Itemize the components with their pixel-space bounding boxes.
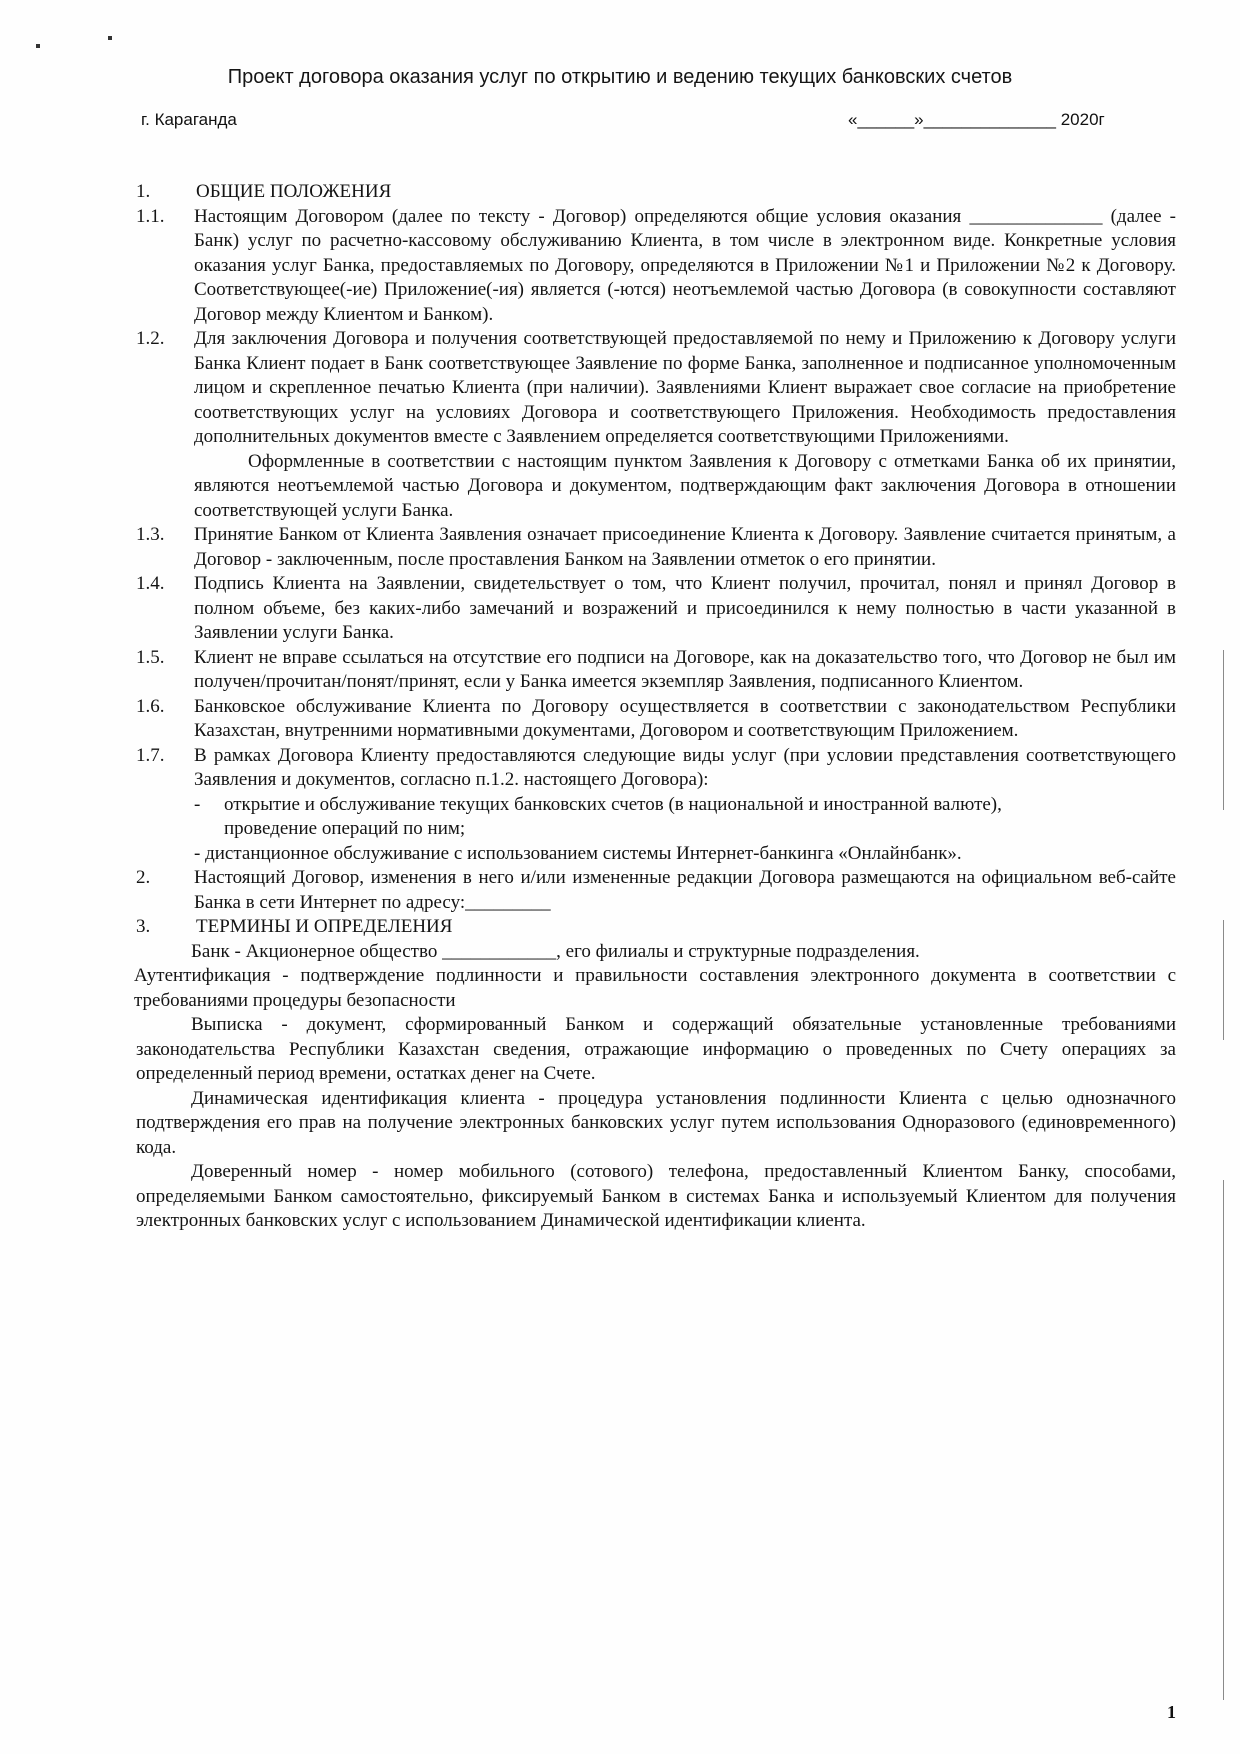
term-trusted-number: Доверенный номер - номер мобильного (сотового) телефона, предоставленный Клиентом Банку, способами, определяемыми Банком самостоятельно, фиксируемый Банком в системах Банка и используемый Клиентом для получения электронных банковских услуг с использованием Динамической идентификации клиента.: [136, 1161, 1176, 1231]
clause-number: 1.3.: [136, 524, 165, 545]
clause-1-1: [136, 205, 1176, 328]
clause-number: 1.5.: [136, 646, 165, 668]
scan-edge-line: [1223, 920, 1224, 1040]
term-statement: Выписка - документ, сформированный Банком и содержащий обязательные установленные требованиями законодательства Республики Казахстан сведения, отражающие информацию о проведенных по Счету операциях за определенный период времени, остатках денег на Счете.: [136, 1014, 1176, 1084]
term-bank: Банк - Акционерное общество ____________, его филиалы и структурные подразделения.: [191, 940, 920, 962]
document-title: Проект договора оказания услуг по открытию и ведению текущих банковских счетов: [227, 66, 1013, 88]
section-text: Настоящий Договор, изменения в него и/или измененные редакции Договора размещаются на официальном веб-сайте Банка в сети Интернет по адресу:_________: [194, 867, 1176, 913]
clause-1-5: [136, 646, 1176, 695]
clause-number: 1.2.: [136, 328, 165, 349]
clause-number: 1.7.: [136, 744, 165, 766]
document-body: [136, 180, 1176, 1234]
clause-text: Подпись Клиента на Заявлении, свидетельствует о том, что Клиент получил, прочитал, понял и принял Договор в полном объеме, без каких-либо замечаний и возражений и присоединился к нему полностью в части указанной в Заявлении услуги Банка.: [194, 573, 1176, 643]
clause-1-7: [136, 744, 1176, 793]
service-text: открытие и обслуживание текущих банковских счетов (в национальной и иностранной валюте),: [224, 793, 1002, 815]
dash-marker: -: [194, 793, 201, 815]
section-2: [136, 866, 1176, 915]
clause-text: Настоящим Договором (далее по тексту - Договор) определяются общие условия оказания ______________ (далее - Банк) услуг по расчетно-кассовому обслуживанию Клиента, в том числе в электронном виде. Конкретные условия оказания услуг Банка, предоставляемых по Договору, определяются в Приложении №1 и Приложении №2 к Договору. Соответствующее(-ие) Приложение(-ия) является (-ются) неотъемлемой частью Договора (в совокупности составляют Договор между Клиентом и Банком).: [194, 205, 1176, 325]
service-list-item: [136, 793, 1176, 818]
section-title: ТЕРМИНЫ И ОПРЕДЕЛЕНИЯ: [196, 916, 453, 937]
term-authentication: Аутентификация - подтверждение подлинности и правильности составления электронного документа в соответствии с требованиями процедуры безопасности: [134, 965, 1176, 1011]
clause-text: Для заключения Договора и получения соответствующей предоставляемой по нему и Приложению к Договору услуги Банка Клиент подает в Банк соответствующее Заявление по форме Банка, заполненное и подписанное уполномоченным лицом и скрепленное печатью Клиента (при наличии). Заявлениями Клиент выражает свое согласие на приобретение соответствующих услуг на условиях Договора и соответствующего Приложения. Необходимость предоставления дополнительных документов вместе с Заявлением определяется соответствующими Приложениями.: [194, 328, 1176, 447]
section-heading-1: [136, 180, 1176, 205]
scan-speck: [108, 36, 112, 40]
section-number: 1.: [136, 181, 151, 202]
section-title: ОБЩИЕ ПОЛОЖЕНИЯ: [196, 181, 392, 202]
section-heading-3: [136, 915, 1176, 940]
clause-1-2: [136, 327, 1176, 450]
clause-text: Клиент не вправе ссылаться на отсутствие его подписи на Договоре, как на доказательство того, что Договор не был им получен/прочитан/понят/принят, если у Банка имеется экземпляр Заявления, подписанного Клиентом.: [194, 646, 1176, 692]
section-number: 3.: [136, 916, 151, 937]
clause-1-2-paragraph: Оформленные в соответствии с настоящим пунктом Заявления к Договору с отметками Банка об их принятии, являются неотъемлемой частью Договора и документом, подтверждающим факт заключения Договора в отношении соответствующей услуги Банка.: [194, 450, 1176, 521]
city-label: г. Караганда: [141, 110, 237, 129]
clause-text: В рамках Договора Клиенту предоставляются следующие виды услуг (при условии представления соответствующего Заявления и документов, согласно п.1.2. настоящего Договора):: [194, 744, 1176, 790]
section-number: 2.: [136, 867, 151, 888]
service-list-item-2: - дистанционное обслуживание с использованием системы Интернет-банкинга «Онлайнбанк».: [194, 842, 962, 864]
date-field: «______»______________ 2020г: [848, 110, 1105, 129]
clause-number: 1.4.: [136, 573, 165, 594]
service-list-continuation: проведение операций по ним;: [224, 818, 466, 839]
scan-edge-line: [1223, 650, 1224, 810]
clause-1-4: [136, 572, 1176, 646]
clause-1-3: [136, 523, 1176, 572]
term-dynamic-identification: Динамическая идентификация клиента - процедура установления подлинности Клиента с целью однозначного подтверждения его прав на получение электронных банковских услуг путем использования Одноразового (единовременного) кода.: [136, 1087, 1176, 1158]
clause-text: Банковское обслуживание Клиента по Договору осуществляется в соответствии с законодательством Республики Казахстан, внутренними нормативными документами, Договором и соответствующим Приложением.: [194, 695, 1176, 741]
scan-speck: [36, 44, 40, 48]
clause-text: Принятие Банком от Клиента Заявления означает присоединение Клиента к Договору. Заявление считается принятым, а Договор - заключенным, после проставления Банком на Заявлении отметок о его принятии.: [194, 524, 1176, 570]
clause-number: 1.6.: [136, 695, 165, 717]
page-number: 1: [1167, 1702, 1176, 1722]
clause-number: 1.1.: [136, 205, 165, 227]
clause-1-6: [136, 695, 1176, 744]
scan-edge-line: [1223, 1180, 1224, 1700]
